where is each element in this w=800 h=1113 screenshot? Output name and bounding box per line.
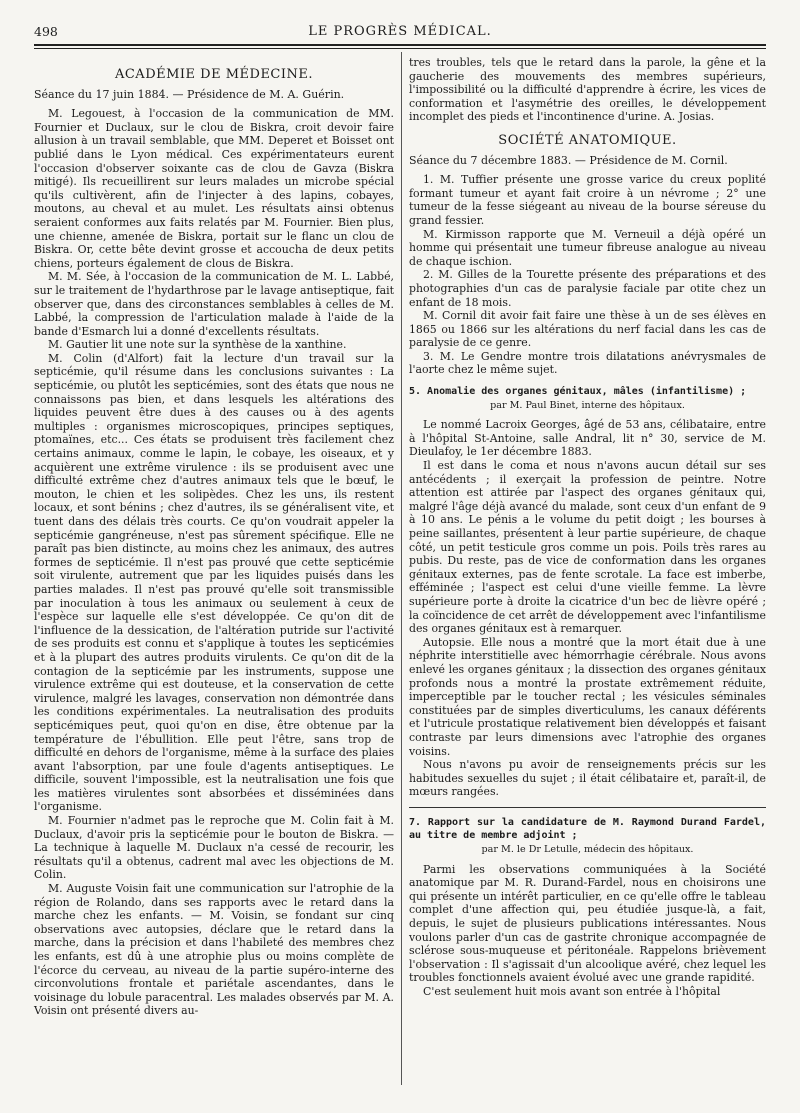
- paragraph-gautier: M. Gautier lit une note sur la synthèse de la xanthine.: [48, 338, 347, 352]
- item-1: 1. M. Tuffier présente une grosse varice du creux poplité formant tumeur et ayant fait croire à un névrome ; 2° une tumeur de la fesse siégeant au niveau de la bourse séreuse du grand fessier.: [409, 173, 766, 227]
- academie-session: Séance du 17 juin 1884. — Présidence de M. A. Guérin.: [34, 87, 345, 101]
- continuation-paragraph: tres troubles, tels que le retard dans la parole, la gêne et la gaucherie des mouvements des membres supérieurs, l'impossibilité ou la difficulté d'apprendre à écrire, les vices de conformation et l'asymétrie des oreilles, le développement incomplet des pieds et l'incontinence d'urine. A. Josias.: [409, 56, 766, 124]
- right-column: [409, 56, 766, 999]
- item-5-paragraph: Il est dans le coma et nous n'avons aucun détail sur ses antécédents ; il exerçait la profession de peintre. Notre attention est attirée par l'aspect des organes génitaux qui, malgré l'âge déjà avancé du malade, sont ceux d'un enfant de 9 à 10 ans. Le pénis a le volume du petit doigt ; les bourses à peine saillantes, présentent à leur partie supérieure, de chaque côté, un petit testicule gros comme un pois. Poils très rares au pubis. Du reste, pas de vice de conformation dans les organes génitaux externes, pas de fente scrotale. La face est imberbe, efféminée ; l'aspect est celui d'une vieille femme. La lèvre supérieure porte à droite la cicatrice d'un bec de lièvre opéré ; la coïncidence de cet arrêt de développement avec l'infantilisme des organes génitaux est à remarquer.: [409, 459, 766, 636]
- page-number: 498: [34, 24, 58, 39]
- header-rule-thin: [34, 48, 766, 49]
- column-divider: [401, 52, 402, 1085]
- item-5-title: 5. Anomalie des organes génitaux, mâles (infantilisme) ;: [409, 386, 747, 398]
- item-7-byline: par M. le Dr Letulle, médecin des hôpitaux.: [481, 844, 694, 856]
- journal-title: LE PROGRÈS MÉDICAL.: [308, 24, 492, 39]
- item-5-byline: par M. Paul Binet, interne des hôpitaux.: [490, 399, 685, 411]
- paragraph-legouest: M. Legouest, à l'occasion de la communication de MM. Fournier et Duclaux, sur le clou de Biskra, croit devoir faire allusion à un travail semblable, que MM. Deperet et Boisset ont publié dans le Lyon médical. Ces expérimentateurs eurent l'occasion d'observer soixante cas de clou de Gavza (Biskra mitigé). Ils recueillirent sur leurs malades un microbe spécial qu'ils cultivèrent, afin de l'injecter à des lapins, cobayes, moutons, au cheval et au mulet. Les résultats ainsi obtenus seraient conformes aux faits relatés par M. Fournier. Bien plus, une chienne, amenée de Biskra, portait sur le flanc un clou de Biskra. Or, cette bête devint grosse et accoucha de deux petits chiens, porteurs également de clous de Biskra.: [34, 107, 394, 270]
- societe-title: SOCIÉTÉ ANATOMIQUE.: [498, 132, 677, 148]
- item-7-title: 7. Rapport sur la candidature de M. Raymond Durand Fardel, au titre de membre adjoint ;: [409, 816, 766, 842]
- paragraph-voisin: M. Auguste Voisin fait une communication sur l'atrophie de la région de Rolando, dans ses rapports avec le retard dans la marche chez les enfants. — M. Voisin, se fondant sur cinq observations avec autopsies, déclare que le retard dans la marche, dans la précision et dans l'habileté des membres chez les enfants, est dû à une atrophie plus ou moins complète de l'écorce du cerveau, au niveau de la partie supéro-interne des circonvolutions frontale et pariétale ascendantes, dans le voisinage du lobule paracentral. Les malades observés par M. A. Voisin ont présenté divers au-: [34, 882, 394, 1018]
- item-1-kirmisson: M. Kirmisson rapporte que M. Verneuil a déjà opéré un homme qui présentait une tumeur fibreuse analogue au niveau de chaque ischion.: [409, 227, 766, 268]
- item-2: 2. M. Gilles de la Tourette présente des préparations et des photographies d'un cas de paralysie faciale par otite chez un enfant de 18 mois.: [409, 268, 766, 309]
- paragraph-fournier: M. Fournier n'admet pas le reproche que M. Colin fait à M. Duclaux, d'avoir pris la septicémie pour le bouton de Biskra. — La technique à laquelle M. Duclaux n'a cessé de recourir, les résultats qu'il a obtenus, cadrent mal avec les objections de M. Colin.: [34, 814, 394, 882]
- left-column: [34, 56, 394, 1018]
- item-7-paragraph: Parmi les observations communiquées à la Société anatomique par M. R. Durand-Fardel, nous en choisirons une qui présente un intérêt particulier, en ce qu'elle offre le tableau complet d'une affection qui, peu étudiée jusque-là, a fait, depuis, le sujet de plusieurs publications intéressantes. Nous voulons parler d'un cas de gastrite chronique accompagnée de sclérose sous-muqueuse et péritonéale. Rappelons brièvement l'observation : Il s'agissait d'un alcoolique avéré, chez lequel les troubles fonctionnels avaient évolué avec une grande rapidité.: [409, 862, 766, 985]
- academie-title: ACADÉMIE DE MÉDECINE.: [114, 67, 314, 82]
- item-5-paragraph: Nous n'avons pu avoir de renseignements précis sur les habitudes sexuelles du sujet ; il était célibataire et, paraît-il, de mœurs rangées.: [409, 758, 766, 799]
- item-5-paragraph: Autopsie. Elle nous a montré que la mort était due à une néphrite interstitielle avec hémorrhagie cérébrale. Nous avons enlevé les organes génitaux ; la dissection des organes génitaux profonds nous a montré la prostate extrêmement réduite, imperceptible par le toucher rectal ; les vésicules séminales constituées par de simples diverticulums, les canaux déférents et l'utricule prostatique relativement bien développés et faisant contraste par leurs dimensions avec l'atrophie des organes voisins.: [409, 635, 766, 758]
- societe-session: Séance du 7 décembre 1883. — Présidence de M. Cornil.: [409, 153, 728, 167]
- item-7-paragraph: C'est seulement huit mois avant son entrée à l'hôpital: [423, 985, 721, 998]
- page-header: [34, 22, 766, 42]
- item-5-paragraph: Le nommé Lacroix Georges, âgé de 53 ans, célibataire, entre à l'hôpital St-Antoine, salle Andral, lit n° 30, service de M. Dieulafoy, le 1er décembre 1883.: [409, 418, 766, 459]
- item-2-cornil: M. Cornil dit avoir fait faire une thèse à un de ses élèves en 1865 ou 1866 sur les altérations du nerf facial dans les cas de paralysie de ce genre.: [409, 309, 766, 350]
- section-divider: [409, 807, 766, 808]
- item-3: 3. M. Le Gendre montre trois dilatations anévrysmales de l'aorte chez le même sujet.: [409, 349, 766, 377]
- paragraph-colin: M. Colin (d'Alfort) fait la lecture d'un travail sur la septicémie, qu'il résume dans les conclusions suivantes : La septicémie, ou plutôt les septicémies, sont des états que nous ne connaissons pas bien, et dans lesquels les altérations des liquides peuvent être dues à des causes ou à des agents multiples : organismes microscopiques, principes septiques, ptomaïnes, etc... Ces états se produisent très facilement chez certains animaux, comme le lapin, le cobaye, les oiseaux, et y acquièrent une extrême virulence : ils se produisent avec une difficulté extrême chez d'autres animaux tels que le bœuf, le mouton, le chien et les solipèdes. Chez les uns, ils restent locaux, et sont bénins ; chez d'autres, ils se généralisent vite, et tuent dans des délais très courts. Ce qu'on voudrait appeler la septicémie gangréneuse, n'est pas sûrement spécifique. Elle ne paraît pas bien distincte, au moins chez les animaux, des autres formes de septicémie. Il n'est pas prouvé que cette septicémie soit virulente, autrement que par les liquides puisés dans les parties malades. Il n'est pas prouvé qu'elle soit transmissible par inoculation à tous les animaux ou seulement à ceux de l'espèce sur laquelle elle s'est développée. Ce qu'on dit de l'influence de la dessication, de l'altération putride sur l'activité de ses produits est connu et s'applique à toutes les septicémies et à la plupart des autres produits virulents. Ce qu'on dit de la contagion de la septicémie par les instruments, suppose une virulence extrême qui est douteuse, et la conservation de cette virulence, malgré les lavages, conservation non démontrée dans les conditions expérimentales. La neutralisation des produits septicémiques peut, quoi qu'on en dise, être obtenue par la température de l'ébullition. Elle peut l'être, sans trop de difficulté en dehors de l'organisme, même à la surface des plaies avant l'absorption, par une foule d'agents antiseptiques. Le difficile, souvent l'impossible, est la neutralisation une fois que les matières virulentes sont absorbées et disséminées dans l'organisme.: [34, 351, 394, 814]
- header-rule-thick: [34, 44, 766, 46]
- paragraph-see: M. M. Sée, à l'occasion de la communication de M. L. Labbé, sur le traitement de l'hydarthrose par le lavage antiseptique, fait observer que, dans des circonstances semblables à celles de M. Labbé, la compression de l'articulation malade à l'aide de la bande d'Esmarch lui a donné d'excellents résultats.: [34, 270, 394, 338]
